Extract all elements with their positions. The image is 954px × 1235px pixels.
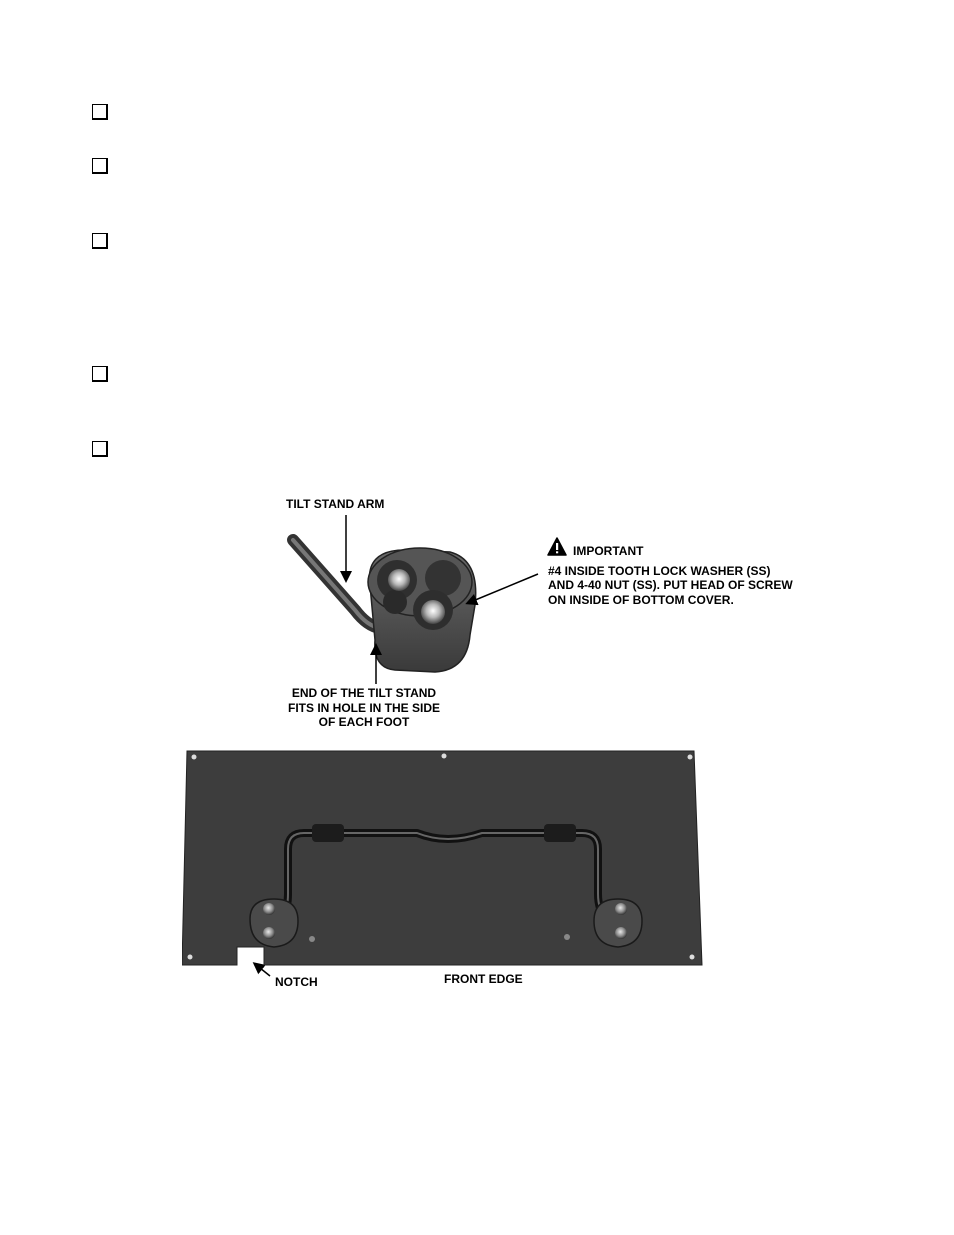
end-line-3: OF EACH FOOT — [318, 715, 410, 729]
important-line-3: ON INSIDE OF BOTTOM COVER. — [548, 593, 734, 607]
important-line-1: #4 INSIDE TOOTH LOCK WASHER (SS) — [548, 564, 771, 578]
front-edge-label: FRONT EDGE — [444, 972, 523, 986]
end-line-1: END OF THE TILT STAND — [291, 686, 437, 700]
important-line-2: AND 4-40 NUT (SS). PUT HEAD OF SCREW — [548, 578, 793, 592]
warning-icon — [547, 537, 567, 556]
end-line-2: FITS IN HOLE IN THE SIDE — [287, 701, 440, 715]
bottom-cover-photo — [182, 749, 704, 967]
tilt-stand-arm-label: TILT STAND ARM — [286, 497, 385, 511]
notch-label: NOTCH — [275, 975, 318, 989]
important-title: IMPORTANT — [573, 544, 644, 558]
